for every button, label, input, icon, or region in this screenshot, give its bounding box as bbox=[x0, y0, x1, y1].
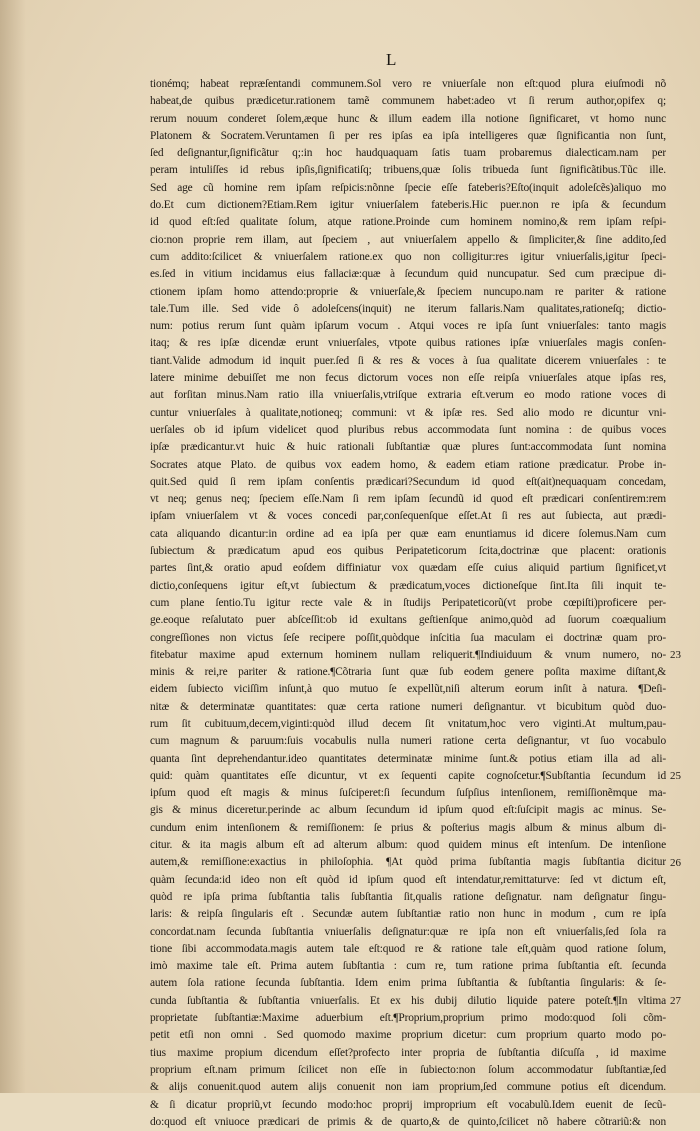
text-line: cunda ſubſtantia & ſubſtantia vniuerſalis. Et ex his dubij dilutio liquide patere poteſt.¶In vltima bbox=[150, 994, 666, 1007]
text-line: proprium eſt.nam primum ſcilicet non eſſe in ſubiecto:non ſolum accommodatur ſubſtantiæ,ſed bbox=[150, 1063, 666, 1076]
text-line: cum plane ſentio.Tu igitur recte vale & in ſtudijs Peripateticorũ(vt probe cœpiſti)proficere per- bbox=[150, 596, 666, 609]
text-line: autem,& remiſſione:exactius in philoſophia. ¶At quòd prima ſubſtantia magis ſubſtantia dicitur bbox=[150, 856, 666, 869]
text-line: Socrates atque Plato. de quibus vox eadem homo, & eadem etiam ratione prædicatur. Probe in- bbox=[150, 458, 666, 471]
text-line: quòd re ipſa prima ſubſtantia talis ſubſtantia ſit,qualis ratione deſignatur. nam deſignatur ſingu- bbox=[150, 890, 666, 903]
text-line: petit etſi non omni . Sed quomodo maxime proprium dicetur: cum proprium quarto modo po- bbox=[150, 1029, 666, 1042]
text-line: tale.Tum ille. Sed vide ô adoleſcens(inquit) ne iterum fallaris.Nam qualitates,rationeſq; dictio- bbox=[150, 302, 666, 315]
text-line: citur. & ita magis album eſt ad alterum album: quod quidem minus eſt intenſum. De intenſione bbox=[150, 839, 666, 852]
text-line: gis & minus diceretur.perinde ac album ſecundum id ipſum quod eſt:ſuſcipit magis ac minus. Se- bbox=[150, 804, 666, 817]
text-line: cuntur vniuerſales à qualitate,notioneq; communi: vt & ipſæ res. Sed alio modo re dicuntur vni- bbox=[150, 406, 666, 419]
text-line: cum magnum & paruum:ſuis vocabulis nulla numeri ratione certa deſignantur, vt ſuo vocabulo bbox=[150, 735, 666, 748]
text-line: ſed deſignantur,ſignificãtur q;:in hoc haudquaquam ſatis tuam probaremus dialecticam.nam per bbox=[150, 147, 666, 160]
text-line: & alijs conuenit.quod autem alijs conuenit non iam proprium,ſed commune potius eſt dicendum. bbox=[150, 1081, 666, 1094]
text-line: fitebatur maxime apud externum hominem nullam reliquerit.¶Indiuiduum & vnum numero, no- bbox=[150, 648, 666, 661]
text-line: uerſales ob id ipſum videlicet quod pluribus rebus accommodata ſunt nomina : de quibus voces bbox=[150, 423, 666, 436]
text-line: minis & rei,re pariter & ratione.¶Cõtraria ſunt quæ ſub eodem genere poſita maxime diſtant,& bbox=[150, 666, 666, 679]
text-line: proprietate ſubſtantiæ:Maxime aduerbium eſt.¶Proprium,proprium primo modo:quod ſoli cõm- bbox=[150, 1012, 666, 1025]
text-line: vt neq; genus neq; ſpeciem eſſe.Nam ſi rem ipſam ſecundũ id quod eſt prædicari conſentirem:rem bbox=[150, 493, 666, 506]
text-line: Sed age cũ homine rem ipſam reſpicis:nõnne ſpecie eſſe fateberis?Eſto(inquit adoleſcẽs)aliquo mo bbox=[150, 181, 666, 194]
text-line: tiant.Valide admodum id inquit puer.ſed ſi & res & voces à ſua qualitate dicerem vniuerſales : te bbox=[150, 354, 666, 367]
text-line: ſubiectum & prædicatum apud eos quibus Peripateticorum ſcita,doctrinæ que placent: orationis bbox=[150, 545, 666, 558]
text-line: ge.eoque reſalutato puer abſceſſit:ob id exultans geſtienſque animo,quòd ad ſuorum coæqualium bbox=[150, 614, 666, 627]
text-line: aut forſitan minus.Nam ratio illa vniuerſalis,vtriſque extraria eſt.verum eo modo ratione voces di bbox=[150, 389, 666, 402]
text-line: quàm ſecunda:id ideo non eſt quòd id ipſum quod eſt intendatur,remittaturve: ſed vt dictum eſt, bbox=[150, 873, 666, 886]
text-line: rerum nouum conderet ſolem,æque hunc & illum eadem illa notione ſignificaret, vt homo nunc bbox=[150, 112, 666, 125]
folio-mark: L bbox=[386, 50, 397, 69]
text-line: id quod eſt:ſed qualitate ſolum, atque ratione.Proinde cum hominem nomino,& rem ipſam reſpi- bbox=[150, 216, 666, 229]
text-line: cum addito:ſcilicet & vniuerſalem ratione.ex quo non colligitur:res igitur vniuerſalis,igitur ſpeci- bbox=[150, 250, 666, 263]
text-line: quid: quàm quantitates eſſe dicuntur, vt ex ſequenti capite cognoſcetur.¶Subſtantia ſecundum id bbox=[150, 769, 666, 782]
text-line: ipſam vniuerſalem vt & voces concedi par,conſequenſque eſſet.At ſi res aut ſubiecta, aut prædi- bbox=[150, 510, 666, 523]
text-line: autem ſola ratione ſecunda ſubſtantia. Idem enim prima ſubſtantia & ſubſtantia ſingularis: & ſe- bbox=[150, 977, 666, 990]
text-line: cio:non proprie rem illam, aut ſpeciem , aut vniuerſalem appello & ſimpliciter,& ſine addito,ſed bbox=[150, 233, 666, 246]
text-line: dictio,conſequens igitur eſt,vt ſubiectum & prædicatum,voces dictioneſque ſint.Ita ſili inquit te- bbox=[150, 579, 666, 592]
text-line: rum ſit cubituum,decem,viginti:quòd illud decem ſit vnitatum,hoc vero viginti.At multum,pau- bbox=[150, 717, 666, 730]
margin-number: 23 bbox=[670, 648, 681, 661]
text-line: nitæ & determinatæ quantitates: quæ certa ratione numeri deſignantur. vt bicubitum quòd duo- bbox=[150, 700, 666, 713]
text-line: concordat.nam ſecunda ſubſtantia vniuerſalis deſignatur:quæ re ipſa non eſt vniuerſalis,ſed ſola ra bbox=[150, 925, 666, 938]
text-line: congreſſiones non victus ſeſe recipere poſſit,quòdque inſcitia ſua maculam ei doctrinæ quam pro- bbox=[150, 631, 666, 644]
text-line: peram intuliſſes id rebus ipſis,ſignificatiſq; tribuens,quæ ſolis tribueda ſunt ſignificãtibus.Tũc ille. bbox=[150, 164, 666, 177]
text-line: tione ſibi accommodata.magis autem tale eſt:quod re & ratione tale eſt,quàm quod ratione ſolum, bbox=[150, 942, 666, 955]
text-line: tius maxime propium dicendum eſſet?profecto inter propria de ſubſtantia diſcuſſa , id maxime bbox=[150, 1046, 666, 1059]
text-line: ctionem ipſam homo attendo:proprie & vniuerſale,& ſpeciem nuncupo.nam re pariter & ratione bbox=[150, 285, 666, 298]
text-line: ipſum quod eſt magis & minus ſuſciperet:ſi ſecundum ſuſpſius intenſionem, remiſſionẽmque ma- bbox=[150, 787, 666, 800]
text-line: & ſi dicatur propriũ,vt ſecundo modo:hoc proprij improprium eſt vocabulũ.Idem euenit de ſecũ- bbox=[150, 1098, 666, 1111]
text-line: do:quod eſt vniuoce prædicari de primis & de quarto,& de quinto,ſcilicet nõ habere cõtrariũ:& non bbox=[150, 1115, 666, 1128]
text-line: latere minime debuiſſet me non fecus dictorum voces non eſſe reipſa vniuerſales atque ipſas res, bbox=[150, 372, 666, 385]
text-line: eidem ſubiecto viciſſim inſunt,à quo mutuo ſe expellũt,niſi alterum eorum inſit à natura. ¶Deſi- bbox=[150, 683, 666, 696]
text-line: cundum enim intenſionem & remiſſionem: ſe prius & poſterius magis album & minus album di- bbox=[150, 821, 666, 834]
text-line: es.ſed in vitium incidamus eius fallaciæ:quæ à ſecundum quid nuncupatur. Sed cum præcipue di- bbox=[150, 268, 666, 281]
text-line: tionémq; habeat repræſentandi communem.Sol vero re vniuerſale non eſt:quod plura eiuſmodi nõ bbox=[150, 78, 666, 90]
body-text bbox=[150, 76, 666, 1131]
text-line: ipſæ prædicantur.vt huic & huic rationali ſubſtantiæ quæ plures ſunt:accommodata ſunt nomina bbox=[150, 441, 666, 454]
text-line: cata aliquando dicantur:in ordine ad ea ipſa per quæ eam enuntiamus id dicere ſolemus.Nam cum bbox=[150, 527, 666, 540]
text-line: laris: & reipſa ſingularis eſt . Secundæ autem ſubſtantiæ ratio non hunc in modum , cum re ipſa bbox=[150, 908, 666, 921]
text-line: Platonem & Socratem.Veruntamen ſi per res ipſas ea ipſa intelligeres quæ ſignificantia non ſunt, bbox=[150, 129, 666, 142]
margin-number: 25 bbox=[670, 770, 681, 782]
text-line: imò maxime tale eſt. Prima autem ſubſtantia : cum re, tum ratione prima ſubſtantia eſt. ſecunda bbox=[150, 960, 666, 973]
text-line: num: potius rerum ſunt quàm ipſarum vocum . Atqui voces re ipſa ſunt vniuerſales: tanto magis bbox=[150, 320, 666, 333]
gutter-shadow bbox=[0, 0, 26, 1093]
margin-number: 26 bbox=[670, 856, 681, 869]
margin-number: 27 bbox=[670, 994, 681, 1007]
text-line: itaq; & res ipſæ dicendæ erunt vniuerſales, vtpote quibus rationes ipſæ vniuerſales magis conſen- bbox=[150, 337, 666, 350]
text-line: habeat,de quibus prædicetur.rationem tamẽ communem habet:adeo vt ſi rerum author,opifex q; bbox=[150, 95, 666, 108]
text-line: quanta ſint deprehendantur.ideo quantitates determinatæ minime ſunt.& potius etiam illa ad ali- bbox=[150, 752, 666, 765]
text-line: partes ſint,& oratio apud eoſdem diffiniatur vox quædam eſſe cuius aliquid partium ſignificet,vt bbox=[150, 562, 666, 575]
text-line: do.Et cum dictionem?Etiam.Rem igitur vniuerſalem fateberis.Hic puer.non re ipſa & ſecundum bbox=[150, 199, 666, 212]
text-line: quit.Sed quid ſi rem ipſam conſentis prædicari?Secundum id quod eſt(ait)nequaquam concedam, bbox=[150, 475, 666, 488]
